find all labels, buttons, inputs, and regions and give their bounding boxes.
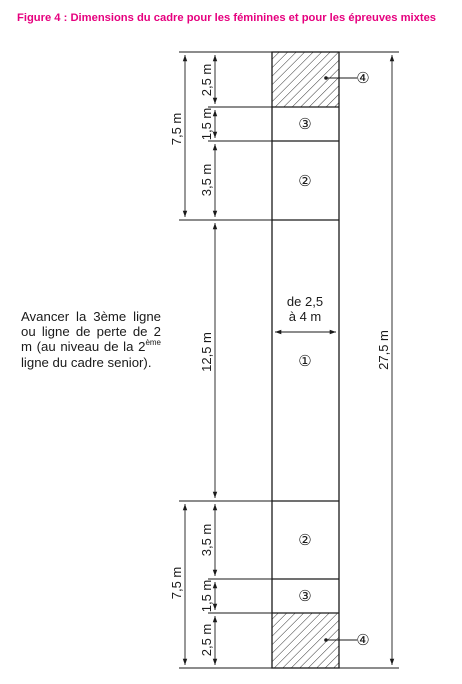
zone-4-top-label: ④	[356, 70, 370, 87]
zone-3-bottom: ③	[298, 588, 312, 605]
hatched-zone-top	[272, 52, 339, 107]
label-bottom-75: 7,5 m	[169, 566, 184, 600]
zone-1: ①	[298, 353, 312, 370]
label-width-line1: de 2,5	[286, 294, 324, 309]
zone-2-top: ②	[298, 173, 312, 190]
dimension-labels	[169, 64, 391, 657]
note-superscript: ème	[145, 338, 161, 348]
zone-numbers	[298, 116, 311, 605]
label-top-75: 7,5 m	[169, 112, 184, 146]
note-text-part2: ligne du cadre senior).	[21, 354, 152, 370]
label-center-125: 12,5 m	[199, 332, 214, 372]
zone-4-bottom-label: ④	[356, 632, 370, 649]
label-bottom-25: 2,5 m	[199, 623, 214, 657]
label-top-25: 2,5 m	[199, 63, 214, 97]
zone-3-top: ③	[298, 116, 312, 133]
figure-title: Figure 4 : Dimensions du cadre pour les féminines et pour les épreuves mixtes	[17, 12, 437, 24]
dimension-arrows	[185, 55, 392, 665]
label-bottom-15: 1,5 m	[199, 579, 214, 613]
label-top-15: 1,5 m	[199, 107, 214, 141]
label-bottom-35: 3,5 m	[199, 523, 214, 557]
label-top-35: 3,5 m	[199, 163, 214, 197]
hatched-zone-bottom	[272, 613, 339, 668]
label-width-line2: à 4 m	[288, 309, 322, 324]
label-total: 27,5 m	[376, 330, 391, 370]
zone-2-bottom: ②	[298, 532, 312, 549]
note-text-part1: Avancer la 3ème ligne ou ligne de perte de 2 m (au niveau de la 2	[21, 309, 161, 355]
